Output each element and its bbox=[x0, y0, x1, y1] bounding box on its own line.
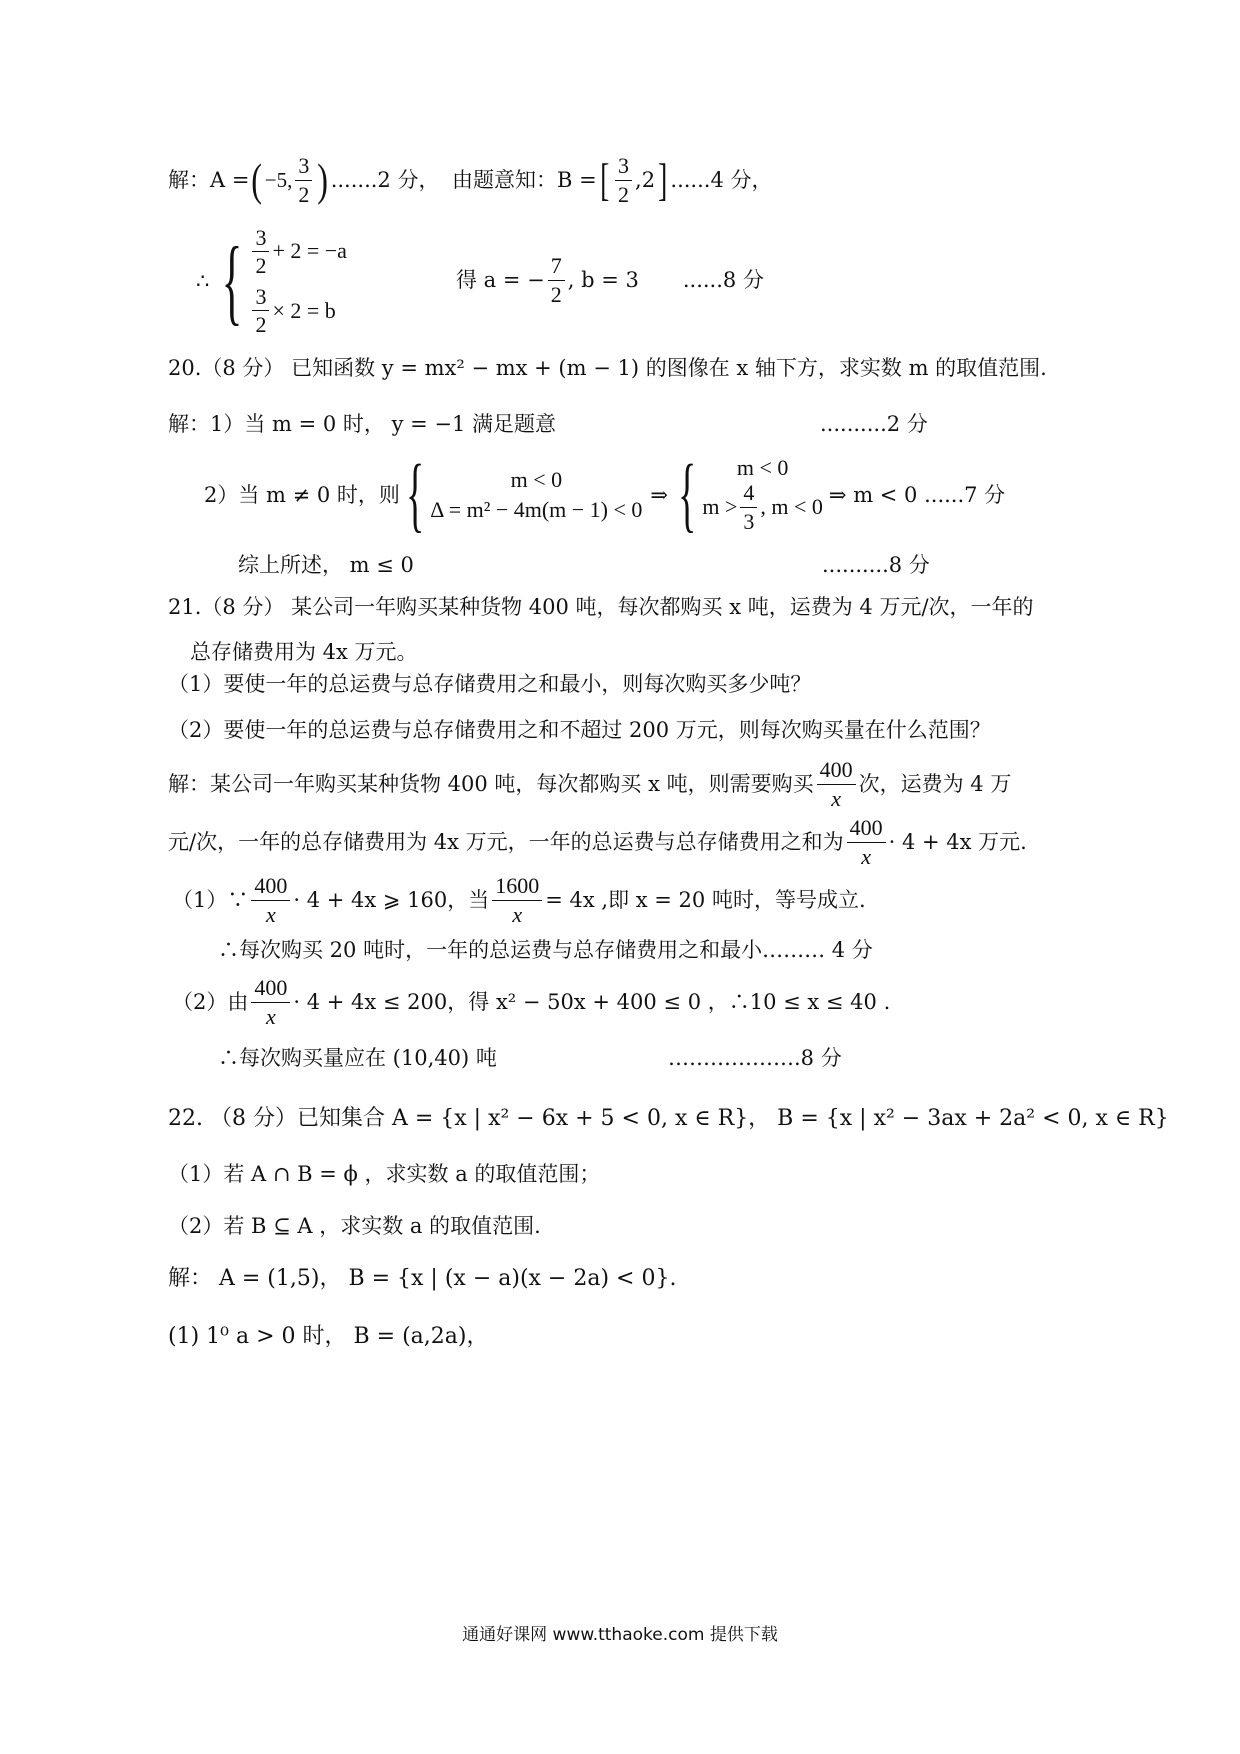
sys2-row-2-post: , m < 0 bbox=[760, 494, 823, 519]
fraction-3-2: $\frac{3}{2}$ bbox=[295, 154, 312, 205]
q21-p2-conclusion: ∴每次购买量应在 (10,40) 吨 bbox=[218, 1046, 497, 1070]
fraction-4-3: $\frac{4}{3}$ bbox=[740, 481, 757, 532]
q21-title-line1: 21.（8 分） 某公司一年购买某种货物 400 吨，每次都购买 x 吨，运费为 4 万元/次，一年的 bbox=[168, 595, 1034, 619]
q22-case1: (1) 1⁰ a > 0 时， B = (a,2a)， bbox=[168, 1324, 489, 1349]
sol19-sys-rows bbox=[249, 226, 347, 336]
left-brace: { bbox=[222, 227, 243, 334]
q21-score-8: ……………….8 分 bbox=[668, 1046, 842, 1070]
sys2-row-2 bbox=[702, 481, 823, 532]
sol19-system bbox=[196, 226, 347, 336]
fraction-400-x-4: $\frac{400}{x}$ bbox=[251, 976, 290, 1027]
q21-p1-pre: （1）∵ bbox=[172, 887, 249, 912]
q21-sol-line1-pre: 解：某公司一年购买某种货物 400 吨，每次都购买 x 吨，则需要购买 bbox=[168, 771, 814, 796]
q20-case2-tail: ⇒ m < 0 ......7 分 bbox=[828, 482, 1006, 507]
sys-row-2 bbox=[249, 285, 335, 336]
q22-part2: （2）若 B ⊆ A ，求实数 a 的取值范围. bbox=[168, 1214, 541, 1238]
implies-symbol: ⇒ bbox=[650, 482, 669, 507]
q21-p2-post: · 4 + 4x ≤ 200，得 x² − 50x + 400 ≤ 0 ，∴10 ≤ x ≤ 40 . bbox=[293, 989, 891, 1014]
q21-sol-line1 bbox=[168, 754, 1011, 814]
q21-p1-conclusion: ∴每次购买 20 吨时，一年的总运费与总存储费用之和最小……… 4 分 bbox=[218, 938, 873, 962]
score-8: ......8 分 bbox=[682, 267, 764, 292]
q21-p1-post: = 4x ,即 x = 20 吨时，等号成立. bbox=[545, 887, 866, 912]
q22-sol: 解： A = (1,5)， B = {x | (x − a)(x − 2a) < 0}. bbox=[168, 1266, 677, 1291]
right-bracket: ] bbox=[658, 154, 668, 205]
q20-case2-prefix: 2）当 m ≠ 0 时，则 bbox=[204, 482, 400, 507]
sys2-row-2-pre: m > bbox=[702, 494, 738, 519]
result-tail: , b = 3 bbox=[567, 267, 639, 292]
fraction-3-2-d: $\frac{3}{2}$ bbox=[252, 285, 269, 336]
q21-title-line2: 总存储费用为 4x 万元。 bbox=[190, 640, 418, 664]
left-brace-1: { bbox=[406, 448, 425, 541]
sys-row-1-tail: + 2 = −a bbox=[272, 238, 347, 264]
q20-score-2: ..........2 分 bbox=[820, 412, 928, 436]
sys-row-1 bbox=[249, 226, 347, 277]
fraction-400-x-3: $\frac{400}{x}$ bbox=[251, 874, 290, 925]
page-footer: 通通好课网 www.tthaoke.com 提供下载 bbox=[462, 1625, 778, 1645]
sol19-line1-right bbox=[452, 150, 773, 210]
right-paren: ) bbox=[317, 154, 329, 205]
fraction-400-x: $\frac{400}{x}$ bbox=[817, 758, 856, 809]
b-interval-tail: ,2 bbox=[635, 167, 656, 192]
q22-title: 22. （8 分）已知集合 A = {x | x² − 6x + 5 < 0, x ∈ R}， B = {x | x² − 3ax + 2a² < 0, x ∈ R} bbox=[168, 1106, 1169, 1131]
q20-score-8: ..........8 分 bbox=[822, 553, 930, 577]
sys2-row-1: m < 0 bbox=[736, 455, 789, 481]
a-interval-left: −5, bbox=[264, 167, 293, 192]
q21-p1 bbox=[172, 870, 866, 930]
sys1-row-2: Δ = m² − 4m(m − 1) < 0 bbox=[430, 497, 643, 522]
q21-sol-line2 bbox=[168, 812, 1027, 872]
q21-part1: （1）要使一年的总运费与总存储费用之和最小，则每次购买多少吨？ bbox=[168, 672, 812, 696]
result-prefix: 得 a = − bbox=[456, 267, 545, 292]
left-bracket: [ bbox=[599, 154, 609, 205]
score-4: ......4 分， bbox=[670, 167, 773, 192]
sol19-mid: 由题意知：B = bbox=[452, 167, 597, 192]
sol19-result bbox=[456, 252, 764, 308]
left-paren: ( bbox=[251, 154, 263, 205]
q20-sys1 bbox=[430, 469, 642, 521]
q20-sol-line2 bbox=[204, 450, 1005, 540]
q20-title: 20.（8 分） 已知函数 y = mx² − mx + (m − 1) 的图像在 x 轴下方，求实数 m 的取值范围. bbox=[168, 356, 1047, 380]
q21-sol-line2-pre: 元/次，一年的总存储费用为 4x 万元，一年的总运费与总存储费用之和为 bbox=[168, 829, 844, 854]
fraction-3-2-b: $\frac{3}{2}$ bbox=[615, 154, 632, 205]
fraction-1600-x: $\frac{1600}{x}$ bbox=[492, 874, 542, 925]
q22-part1: （1）若 A ∩ B = ϕ ，求实数 a 的取值范围； bbox=[168, 1162, 601, 1186]
sol19-prefix: 解：A = bbox=[168, 167, 250, 192]
q21-p1-mid: · 4 + 4x ⩾ 160，当 bbox=[293, 887, 490, 912]
fraction-7-2: $\frac{7}{2}$ bbox=[548, 254, 565, 305]
sys-row-2-tail: × 2 = b bbox=[272, 297, 336, 323]
q21-p2 bbox=[172, 972, 890, 1032]
fraction-400-x-2: $\frac{400}{x}$ bbox=[847, 816, 886, 867]
sys1-row-1: m < 0 bbox=[510, 467, 563, 492]
q21-part2: （2）要使一年的总运费与总存储费用之和不超过 200 万元，则每次购买量在什么范围？ bbox=[168, 718, 991, 742]
q21-p2-pre: （2）由 bbox=[172, 989, 249, 1014]
q20-conclusion: 综上所述， m ≤ 0 bbox=[238, 553, 414, 577]
therefore-symbol: ∴ bbox=[196, 268, 210, 293]
q21-sol-line2-post: · 4 + 4x 万元. bbox=[888, 829, 1027, 854]
q20-sys2 bbox=[702, 457, 823, 532]
sol19-line1 bbox=[168, 150, 439, 210]
q21-sol-line1-post: 次，运费为 4 万 bbox=[858, 771, 1012, 796]
score-2: .......2 分， bbox=[330, 167, 440, 192]
q20-sol-line1: 解：1）当 m = 0 时， y = −1 满足题意 bbox=[168, 412, 557, 436]
left-brace-2: { bbox=[678, 448, 697, 541]
fraction-3-2-c: $\frac{3}{2}$ bbox=[252, 226, 269, 277]
